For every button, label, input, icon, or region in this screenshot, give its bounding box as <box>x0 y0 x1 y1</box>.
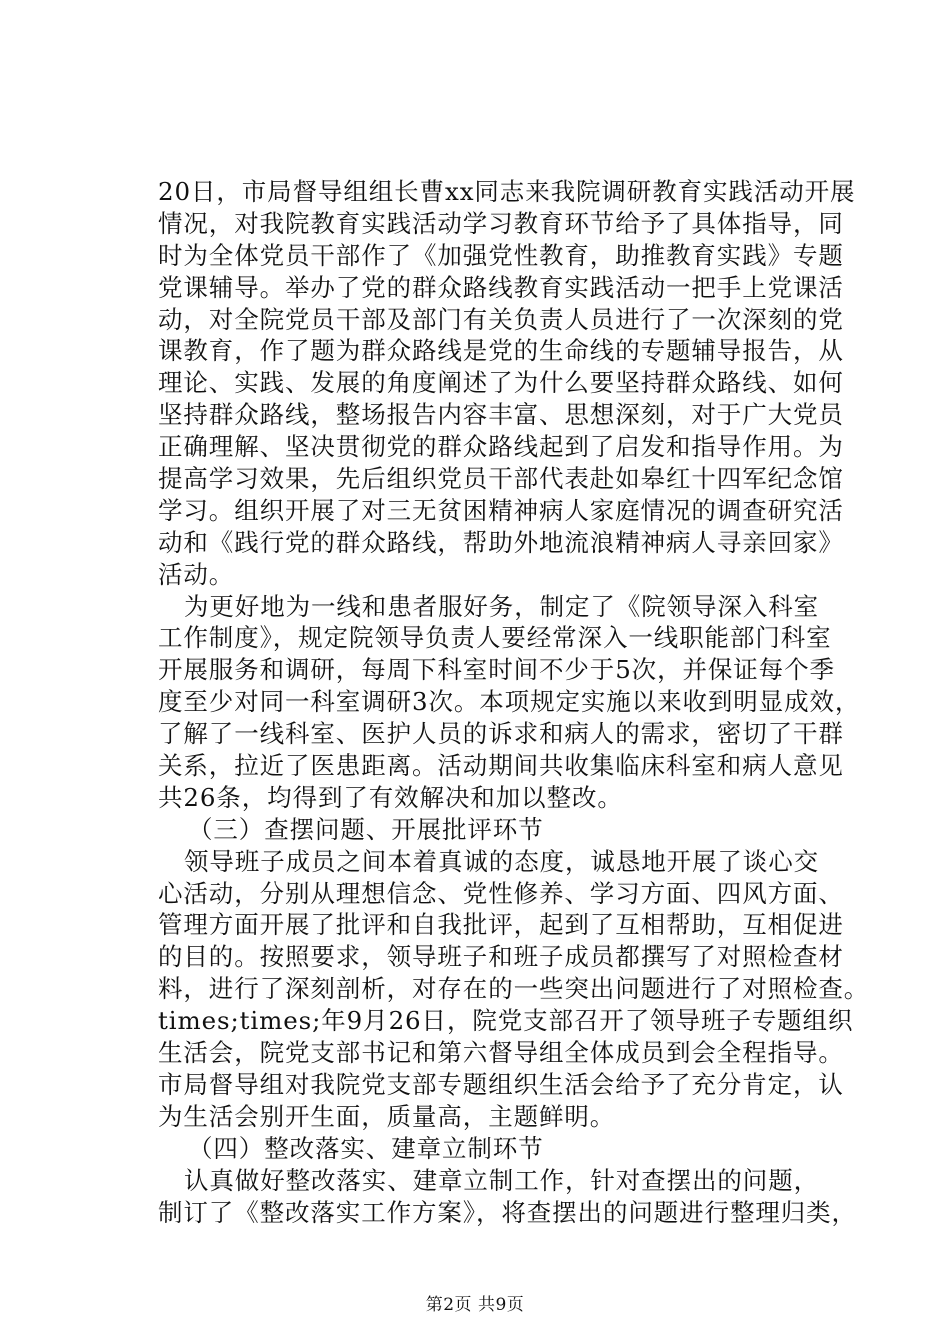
text-line: 了解了一线科室、医护人员的诉求和病人的需求，密切了干群 <box>158 719 844 749</box>
text-line: 时为全体党员干部作了《加强党性教育，助推教育实践》专题 <box>158 240 844 270</box>
paragraph-start-line: 认真做好整改落实、建章立制工作，针对查摆出的问题， <box>184 1165 819 1195</box>
section-heading: （三）查摆问题、开展批评环节 <box>188 814 544 844</box>
text-line: 坚持群众路线，整场报告内容丰富、思想深刻，对于广大党员 <box>158 400 844 430</box>
text-line: 的目的。按照要求，领导班子和班子成员都撰写了对照检查材 <box>158 942 844 972</box>
text-line: 心活动，分别从理想信念、党性修养、学习方面、四风方面、 <box>158 878 844 908</box>
text-line: 开展服务和调研，每周下科室时间不少于5次，并保证每个季 <box>158 655 835 685</box>
text-line: 料，进行了深刻剖析，对存在的一些突出问题进行了对照检查。 <box>158 974 870 1004</box>
text-line: 制订了《整改落实工作方案》，将查摆出的问题进行整理归类， <box>158 1197 857 1227</box>
paragraph-start-line: 领导班子成员之间本着真诚的态度，诚恳地开展了谈心交 <box>184 846 819 876</box>
text-line: 为生活会别开生面，质量高，主题鲜明。 <box>158 1101 616 1131</box>
section-heading: （四）整改落实、建章立制环节 <box>188 1133 544 1163</box>
text-line: 正确理解、坚决贯彻党的群众路线起到了启发和指导作用。为 <box>158 432 844 462</box>
text-line: 管理方面开展了批评和自我批评，起到了互相帮助，互相促进 <box>158 910 844 940</box>
text-line: 情况，对我院教育实践活动学习教育环节给予了具体指导，同 <box>158 208 844 238</box>
text-line: 生活会，院党支部书记和第六督导组全体成员到会全程指导。 <box>158 1038 844 1068</box>
text-line: 动和《践行党的群众路线，帮助外地流浪精神病人寻亲回家》 <box>158 527 844 557</box>
text-line: 活动。 <box>158 559 235 589</box>
text-line: times;times;年9月26日，院党支部召开了领导班子专题组织 <box>158 1006 854 1036</box>
text-line: 课教育，作了题为群众路线是党的生命线的专题辅导报告，从 <box>158 336 844 366</box>
text-line: 动，对全院党员干部及部门有关负责人员进行了一次深刻的党 <box>158 304 844 334</box>
text-line: 共26条，均得到了有效解决和加以整改。 <box>158 782 623 812</box>
text-line: 党课辅导。举办了党的群众路线教育实践活动一把手上党课活 <box>158 272 844 302</box>
text-line: 20日，市局督导组组长曹xx同志来我院调研教育实践活动开展 <box>158 177 856 206</box>
text-line: 度至少对同一科室调研3次。本项规定实施以来收到明显成效， <box>158 687 861 717</box>
text-line: 工作制度》，规定院领导负责人要经常深入一线职能部门科室 <box>158 623 832 653</box>
document-body <box>158 176 870 1228</box>
text-line: 关系，拉近了医患距离。活动期间共收集临床科室和病人意见 <box>158 751 844 781</box>
text-line: 理论、实践、发展的角度阐述了为什么要坚持群众路线、如何 <box>158 368 844 398</box>
text-line: 提高学习效果，先后组织党员干部代表赴如皋红十四军纪念馆 <box>158 464 844 494</box>
page-number-footer: 第2页 共9页 <box>425 1295 525 1315</box>
text-line: 学习。组织开展了对三无贫困精神病人家庭情况的调查研究活 <box>158 495 844 525</box>
text-line: 市局督导组对我院党支部专题组织生活会给予了充分肯定，认 <box>158 1069 844 1099</box>
paragraph-start-line: 为更好地为一线和患者服好务，制定了《院领导深入科室 <box>184 591 819 621</box>
